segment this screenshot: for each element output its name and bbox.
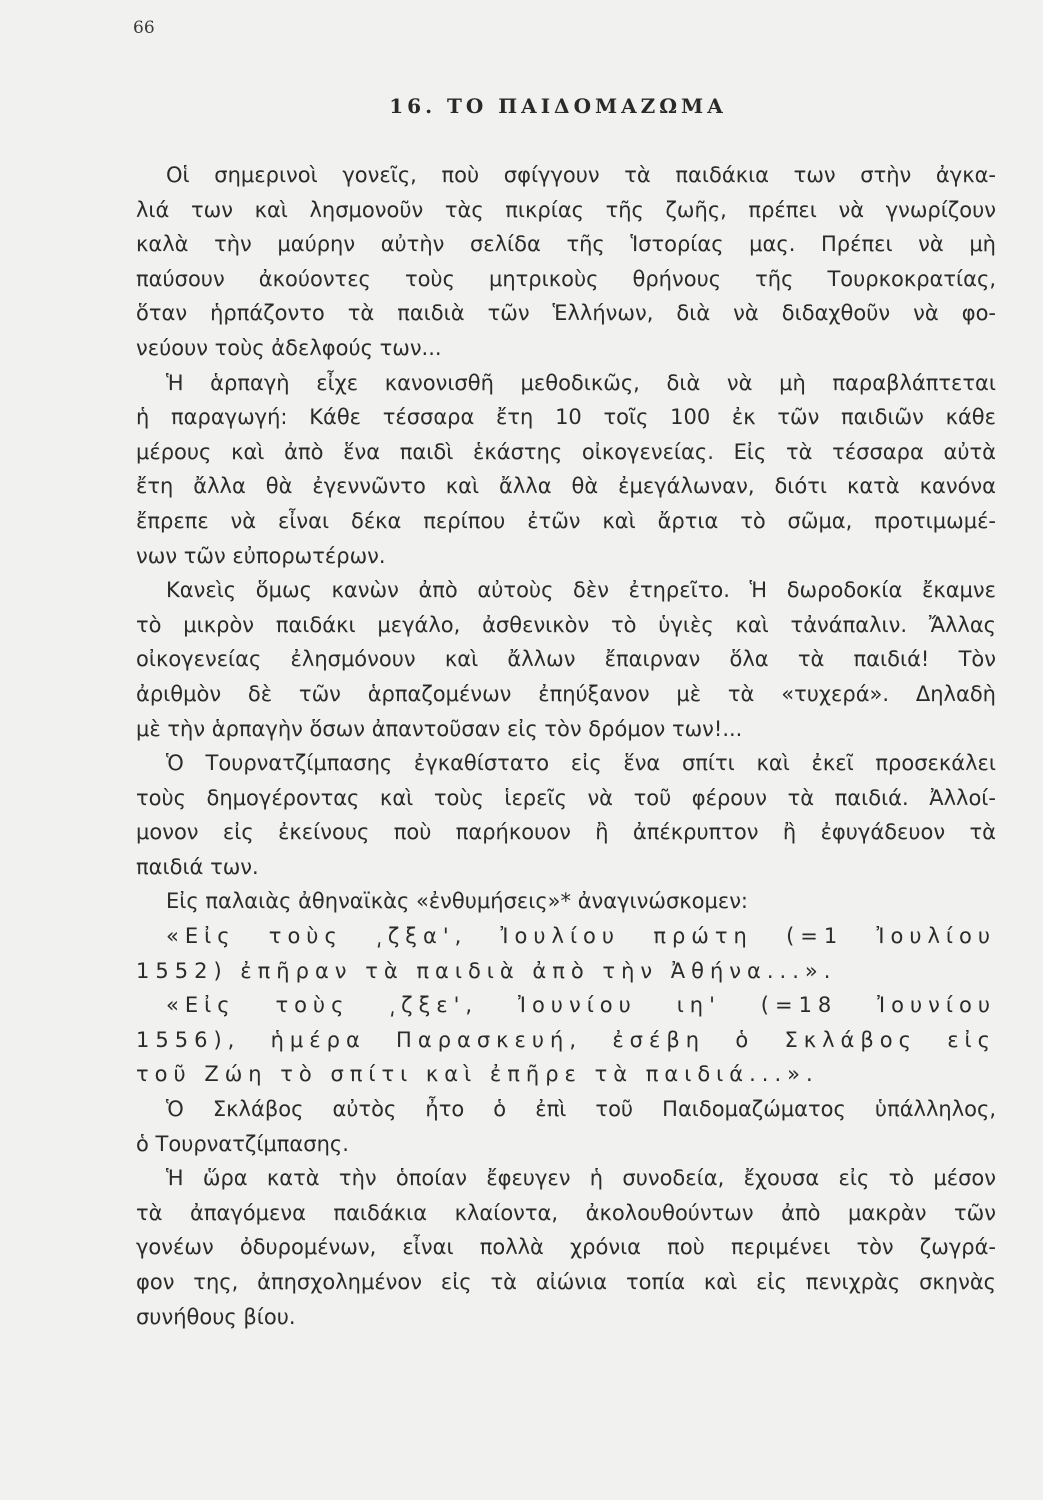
text-line: συνήθους βίου.	[136, 1304, 296, 1329]
text-line: τὰ ἀπαγόμενα παιδάκια κλαίοντα, ἀκολουθούντων ἀπὸ μακρὰν τῶν	[136, 1200, 996, 1225]
quote-line: «Εἰς τοὺς ͵ζξα', Ἰουλίου πρώτη (=1 Ἰουλίου	[166, 924, 996, 949]
text-line: Κανεὶς ὅμως κανὼν ἀπὸ αὐτοὺς δὲν ἐτηρεῖτο. Ἡ δωροδοκία ἔκαμνε	[166, 578, 996, 603]
text-line: Οἱ σημερινοὶ γονεῖς, ποὺ σφίγγουν τὰ παιδάκια των στὴν ἀγκα-	[166, 163, 996, 187]
text-line: τοὺς δημογέροντας καὶ τοὺς ἱερεῖς νὰ τοῦ φέρουν τὰ παιδιά. Ἀλλοί-	[136, 785, 996, 810]
text-line: μὲ τὴν ἁρπαγὴν ὅσων ἀπαντοῦσαν εἰς τὸν δρόμον των!...	[136, 716, 743, 741]
text-line: παιδιά των.	[136, 854, 259, 879]
text-line: ὅταν ἡρπάζοντο τὰ παιδιὰ τῶν Ἑλλήνων, διὰ νὰ διδαχθοῦν νὰ φο-	[136, 301, 996, 326]
text-line: Ἡ ὥρα κατὰ τὴν ὁποίαν ἔφευγεν ἡ συνοδεία, ἔχουσα εἰς τὸ μέσον	[166, 1166, 996, 1191]
text-line: Εἰς παλαιὰς ἀθηναϊκὰς «ἐνθυμήσεις»* ἀναγινώσκομεν:	[166, 889, 749, 914]
text-line: νων τῶν εὐπορωτέρων.	[136, 543, 386, 568]
text-line: καλὰ τὴν μαύρην αὐτὴν σελίδα τῆς Ἱστορίας μας. Πρέπει νὰ μὴ	[136, 232, 996, 257]
chapter-title: 16. ΤΟ ΠΑΙΔΟΜΑΖΩΜΑ	[389, 94, 727, 118]
body-text	[136, 158, 996, 1334]
text-line: Ἡ ἁρπαγὴ εἶχε κανονισθῆ μεθοδικῶς, διὰ νὰ μὴ παραβλάπτεται	[166, 370, 996, 395]
text-line: φον της, ἀπησχολημένον εἰς τὰ αἰώνια τοπία καὶ εἰς πενιχρὰς σκηνὰς	[136, 1270, 996, 1294]
quote-line: 1552) ἐπῆραν τὰ παιδιὰ ἀπὸ τὴν Ἀθήνα...».	[136, 958, 837, 983]
text-line: οἰκογενείας ἐλησμόνουν καὶ ἄλλων ἔπαιρναν ὅλα τὰ παιδιά! Τὸν	[136, 647, 996, 672]
text-line: ἔτη ἄλλα θὰ ἐγεννῶντο καὶ ἄλλα θὰ ἐμεγάλωναν, διότι κατὰ κανόνα	[136, 474, 996, 499]
text-line: Ὁ Τουρνατζίμπασης ἐγκαθίστατο εἰς ἕνα σπίτι καὶ ἐκεῖ προσεκάλει	[166, 751, 996, 776]
text-line: μονον εἰς ἐκείνους ποὺ παρήκουον ἢ ἀπέκρυπτον ἢ ἐφυγάδευον τὰ	[136, 820, 996, 845]
text-line: γονέων ὀδυρομένων, εἶναι πολλὰ χρόνια ποὺ περιμένει τὸν ζωγρά-	[136, 1235, 996, 1260]
text-line: Ὁ Σκλάβος αὐτὸς ἦτο ὁ ἐπὶ τοῦ Παιδομαζώματος ὑπάλληλος,	[166, 1097, 996, 1122]
text-line: νεύουν τοὺς ἀδελφούς των...	[136, 335, 442, 360]
quote-line: 1556), ἡμέρα Παρασκευή, ἐσέβη ὁ Σκλάβος εἰς	[136, 1027, 996, 1052]
text-line: ἀριθμὸν δὲ τῶν ἁρπαζομένων ἐπηύξανον μὲ τὰ «τυχερά». Δηλαδὴ	[136, 681, 996, 706]
text-line: παύσουν ἀκούοντες τοὺς μητρικοὺς θρήνους τῆς Τουρκοκρατίας,	[136, 266, 996, 291]
quote-line: «Εἰς τοὺς ͵ζξε', Ἰουνίου ιη' (=18 Ἰουνίου	[166, 993, 996, 1018]
page-number: 66	[133, 18, 155, 38]
text-line: μέρους καὶ ἀπὸ ἕνα παιδὶ ἑκάστης οἰκογενείας. Εἰς τὰ τέσσαρα αὐτὰ	[136, 439, 996, 464]
text-line: ἡ παραγωγή: Κάθε τέσσαρα ἔτη 10 τοῖς 100 ἐκ τῶν παιδιῶν κάθε	[136, 405, 996, 430]
text-line: λιά των καὶ λησμονοῦν τὰς πικρίας τῆς ζωῆς, πρέπει νὰ γνωρίζουν	[136, 197, 996, 222]
text-line: τὸ μικρὸν παιδάκι μεγάλο, ἀσθενικὸν τὸ ὑγιὲς καὶ τἀνάπαλιν. Ἄλλας	[136, 612, 996, 637]
text-line: ἔπρεπε νὰ εἶναι δέκα περίπου ἐτῶν καὶ ἄρτια τὸ σῶμα, προτιμωμέ-	[136, 508, 996, 533]
quote-line: τοῦ Ζώη τὸ σπίτι καὶ ἐπῆρε τὰ παιδιά...».	[136, 1062, 819, 1087]
text-line: ὁ Τουρνατζίμπασης.	[136, 1131, 349, 1156]
